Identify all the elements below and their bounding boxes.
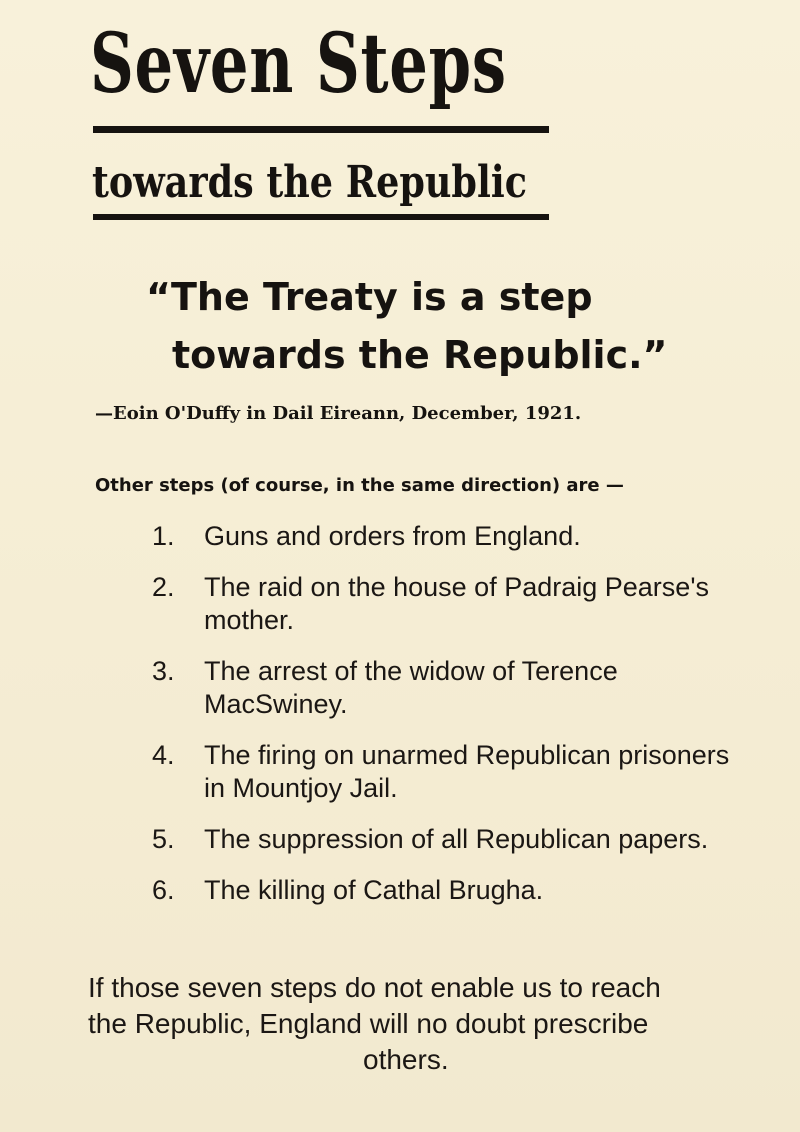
step-number: 5. bbox=[152, 824, 175, 854]
step-text: The killing of Cathal Brugha. bbox=[204, 875, 544, 905]
treaty-quote bbox=[146, 268, 776, 384]
step-item-1 bbox=[152, 520, 762, 553]
step-item-6 bbox=[152, 874, 762, 907]
step-text: The arrest of the widow of Terence MacSwiney. bbox=[204, 656, 618, 719]
step-item-3 bbox=[152, 655, 762, 721]
steps-intro: Other steps (of course, in the same direction) are — bbox=[95, 475, 624, 496]
poster-title: Seven Steps bbox=[90, 16, 507, 112]
step-number: 4. bbox=[152, 740, 175, 770]
steps-list bbox=[152, 520, 762, 925]
step-item-2 bbox=[152, 571, 762, 637]
subtitle-underline bbox=[93, 214, 549, 220]
closing-line-1: If those seven steps do not enable us to reach bbox=[88, 972, 661, 1003]
step-number: 2. bbox=[152, 572, 175, 602]
closing-line-3: others. bbox=[363, 1044, 449, 1075]
step-item-5 bbox=[152, 823, 762, 856]
step-number: 1. bbox=[152, 521, 175, 551]
poster-subtitle: towards the Republic bbox=[92, 157, 527, 208]
quote-attribution: —Eoin O'Duffy in Dail Eireann, December, 1921. bbox=[95, 403, 582, 424]
step-text: The firing on unarmed Republican prisoners in Mountjoy Jail. bbox=[204, 740, 730, 803]
step-number: 3. bbox=[152, 656, 175, 686]
step-number: 6. bbox=[152, 875, 175, 905]
title-underline bbox=[93, 126, 549, 133]
treaty-quote-line-2: towards the Republic.” bbox=[172, 333, 668, 377]
closing-paragraph bbox=[88, 970, 748, 1078]
step-text: The suppression of all Republican papers. bbox=[204, 824, 709, 854]
treaty-quote-line-1: “The Treaty is a step bbox=[146, 275, 593, 319]
step-text: The raid on the house of Padraig Pearse's mother. bbox=[204, 572, 709, 635]
step-text: Guns and orders from England. bbox=[204, 521, 581, 551]
step-item-4 bbox=[152, 739, 762, 805]
closing-line-2: the Republic, England will no doubt prescribe bbox=[88, 1008, 649, 1039]
